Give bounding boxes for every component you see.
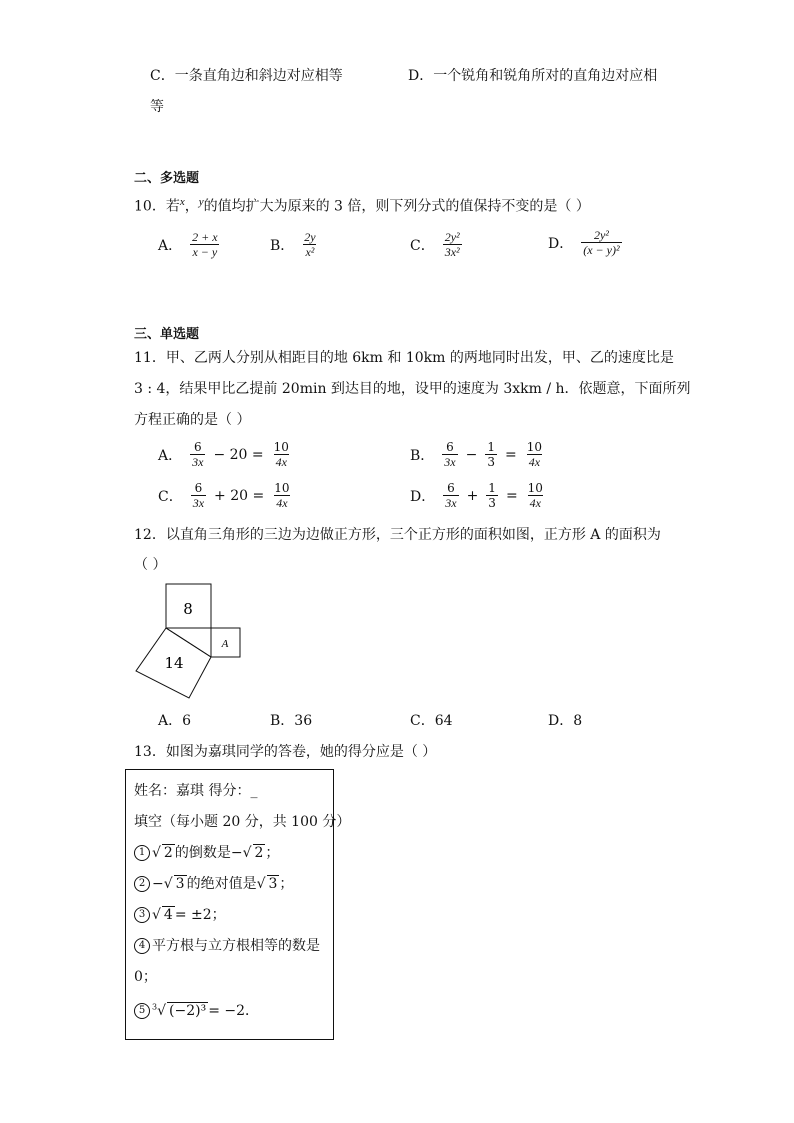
q11-stem-line3: 方程正确的是（ ）	[134, 412, 251, 428]
label-top-square: 8	[183, 600, 193, 618]
q11-option-a: A． $\frac{6}{3x}$ − 20 = $\frac{10}{4x}$	[158, 440, 289, 469]
q11-option-d: D． $\frac{6}{3x}$ + $\frac{1}{3}$ = $\frac{10}{4x}$	[410, 481, 543, 510]
q11-option-c: C． $\frac{6}{3x}$ + 20 = $\frac{10}{4x}$	[158, 481, 290, 510]
q12-option-a: A．6	[158, 713, 192, 729]
q9-option-d: D．一个锐角和锐角所对的直角边对应相	[408, 68, 658, 84]
card-item-3: 3 √ 4 = ±2；	[134, 904, 226, 924]
q12-option-b: B．36	[270, 713, 313, 729]
q12-stem-line1: 12．以直角三角形的三边为边做正方形，三个正方形的面积如图，正方形 A 的面积为	[134, 527, 661, 543]
q12-option-d: D．8	[548, 713, 583, 729]
card-item-2: 2 −√ 3 的绝对值是√ 3 ；	[134, 873, 293, 893]
answer-card	[125, 769, 351, 1040]
card-item-4-answer: 0；	[134, 969, 157, 985]
label-square-a: A	[221, 638, 229, 650]
q10-option-a: A． $\frac{2 + x}{x - y}$	[158, 230, 218, 259]
q11-option-b: B． $\frac{6}{3x}$ − $\frac{1}{3}$ = $\frac{10}{4x}$	[410, 440, 543, 469]
q12-stem-line2: （ ）	[134, 557, 167, 573]
q9-option-c: C．一条直角边和斜边对应相等	[150, 68, 343, 84]
card-instruction: 填空（每小题 20 分，共 100 分）	[134, 814, 351, 830]
squares-figure	[130, 580, 250, 700]
q9-option-d-continued: 等	[150, 99, 164, 115]
q10-option-b: B． $\frac{2y}{\text{x²}}$	[270, 230, 316, 259]
section-title-multi-choice: 二、多选题	[134, 171, 200, 186]
q10-stem: 10．若$^x$，$^y$的值均扩大为原来的 3 倍，则下列分式的值保持不变的是（ ）	[134, 196, 590, 215]
section-title-single-choice: 三、单选题	[134, 327, 200, 342]
q13-stem: 13．如图为嘉琪同学的答卷，她的得分应是（ ）	[134, 744, 437, 760]
card-item-4: 4 平方根与立方根相等的数是	[134, 935, 320, 955]
q11-stem-line2: 3 : 4，结果甲比乙提前 20min 到达目的地，设甲的速度为 3xkm / h．依题意，下面所列	[134, 381, 691, 397]
fraction: $\frac{2y}{\text{x²}}$	[304, 230, 316, 259]
q12-option-c: C．64	[410, 713, 453, 729]
card-item-5: 5 $^3$√ (−2)³ = −2．	[134, 1000, 259, 1020]
card-item-1: 1 √ 2 的倒数是−√ 2 ；	[134, 842, 279, 862]
card-name-line: 姓名：嘉琪 得分：_	[134, 783, 258, 799]
label-left-square: 14	[164, 654, 184, 672]
q10-option-d: D． $\frac{\text{2y²}}{\text{(x − y)²}}$	[548, 228, 620, 257]
fraction: $\frac{2 + x}{x - y}$	[192, 230, 218, 259]
q10-option-c: C． $\frac{\text{2y²}}{\text{3x²}}$	[410, 230, 460, 259]
q11-stem-line1: 11．甲、乙两人分别从相距目的地 6km 和 10km 的两地同时出发，甲、乙的速度比是	[134, 350, 674, 366]
fraction: $\frac{\text{2y²}}{\text{(x − y)²}}$	[583, 228, 620, 257]
fraction: $\frac{\text{2y²}}{\text{3x²}}$	[444, 230, 460, 259]
